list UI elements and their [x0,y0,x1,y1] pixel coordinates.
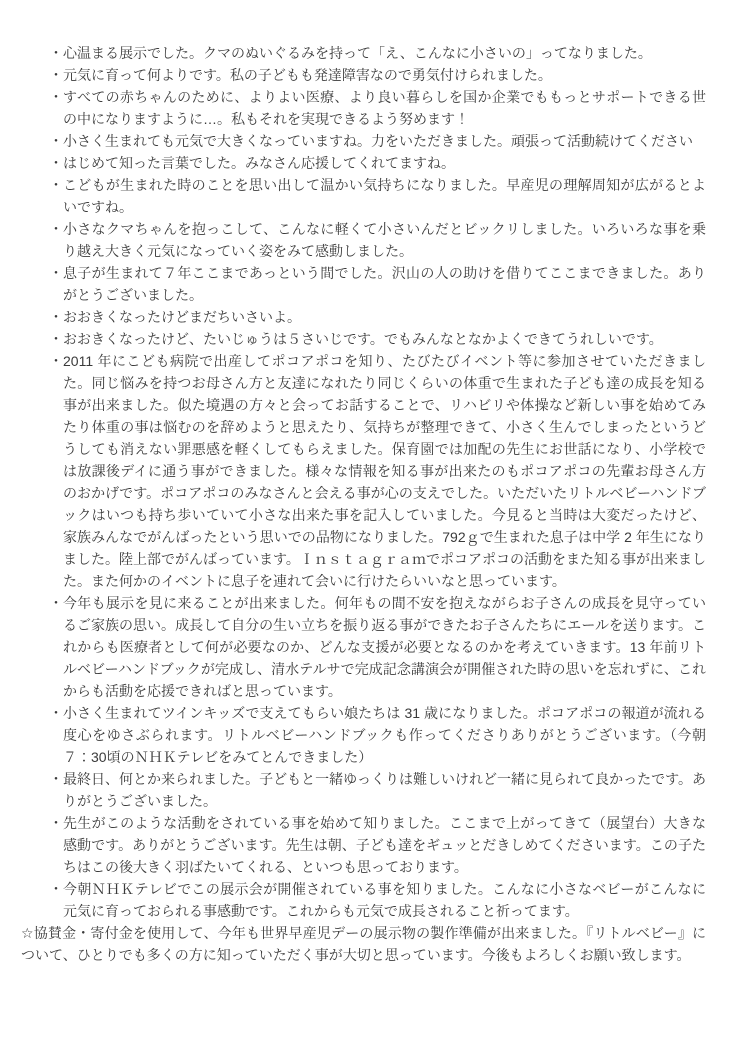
comment-item [21,350,706,592]
bullet-marker: ・ [49,815,63,831]
comment-item [21,702,706,768]
comment-text: はじめて知った言葉でした。みなさん応援してくれてますね。 [63,155,455,171]
comment-text: おおきくなったけどまだちいさいよ。 [63,309,301,325]
bullet-marker: ・ [49,133,63,149]
comment-text: 最終日、何とか来られました。子どもと一緒ゆっくりは難しいけれど一緒に見られて良かったです。ありがとうございました。 [63,771,706,809]
bullet-marker: ・ [49,771,63,787]
bullet-marker: ・ [49,155,63,171]
comment-text: 息子が生まれて７年ここまであっという間でした。沢山の人の助けを借りてここまできました。ありがとうございました。 [63,265,706,303]
comment-text: 元気に育って何よりです。私の子どもも発達障害なので勇気付けられました。 [63,67,552,83]
comment-text: おおきくなったけど、たいじゅうは５さいじです。でもみんなとなかよくできてうれしいです。 [63,331,663,347]
comment-item [21,262,706,306]
comment-item [21,174,706,218]
bullet-marker: ・ [49,221,63,237]
bullet-marker: ・ [49,595,63,611]
bullet-marker: ・ [49,881,63,897]
bullet-marker: ・ [49,705,63,721]
comment-item [21,328,706,350]
comment-item [21,86,706,130]
comment-item [21,64,706,86]
comment-text: すべての赤ちゃんのために、よりよい医療、より良い暮らしを国か企業でももっとサポートできる世の中になりますように…。私もそれを実現できるよう努めます！ [63,89,706,127]
comment-item [21,812,706,878]
comment-text: 小さく生まれてツインキッズで支えてもらい娘たちは 31 歳になりました。ポコアポコの報道が流れる度心をゆさぶられます。リトルベビーハンドブックも作ってくださりありがとうございます。（今朝７：30頃のＮＨＫテレビをみてとんできました） [63,705,706,765]
comment-item [21,130,706,152]
comment-item [21,218,706,262]
comment-text: 小さなクマちゃんを抱っこして、こんなに軽くて小さいんだとビックリしました。いろいろな事を乗り越え大きく元気になっていく姿をみて感動しました。 [63,221,706,259]
comment-text: 今朝ＮＨＫテレビでこの展示会が開催されている事を知りました。こんなに小さなベビーがこんなに元気に育っておられる事感動です。これからも元気で成長されること祈ってます。 [63,881,706,919]
comment-text: 2011 年にこども病院で出産してポコアポコを知り、たびたびイベント等に参加させていただきました。同じ悩みを持つお母さん方と友達になれたり同じくらいの体重で生まれた子ども達の成長を知る事が出来ました。似た境遇の方々と会ってお話することで、リハビリや体操など新しい事を始めてみたり体重の事は悩むのを辞めようと思えたり、気持ちが整理できて、小さく生んでしまったというどうしても消えない罪悪感を軽くしてもらえました。保育園では加配の先生にお世話になり、小学校では放課後デイに通う事ができました。様々な情報を知る事が出来たのもポコアポコの先輩お母さん方のおかげです。ポコアポコのみなさんと会える事が心の支えでした。いただいたリトルベビーハンドブックはいつも持ち歩いていて小さな出来た事を記入していました。今見ると当時は大変だったけど、家族みんなでがんばったという思いでの品物になりました。792ｇで生まれた息子は中学 2 年生になりました。陸上部でがんばっています。Ｉｎｓｔａｇｒａｍでポコアポコの活動をまた知る事が出来ました。また何かのイベントに息子を連れて会いに行けたらいいなと思っています。 [63,353,706,589]
comment-item [21,152,706,174]
bullet-marker: ・ [49,331,63,347]
comment-item [21,42,706,64]
bullet-marker: ・ [49,67,63,83]
comment-text: 先生がこのような活動をされている事を始めて知りました。ここまで上がってきて（展望台）大きな感動です。ありがとうございます。先生は朝、子ども達をギュッとだきしめてくださいます。この子たちはこの後大きく羽ばたいてくれる、といつも思っております。 [63,815,706,875]
bullet-marker: ・ [49,353,63,369]
comment-text: こどもが生まれた時のことを思い出して温かい気持ちになりました。早産児の理解周知が広がるとよいですね。 [63,177,706,215]
comment-text: 心温まる展示でした。クマのぬいぐるみを持って「え、こんなに小さいの」ってなりました。 [63,45,652,61]
comment-item [21,306,706,328]
comment-text: 小さく生まれても元気で大きくなっていますね。力をいただきました。頑張って活動続けてください [63,133,693,149]
comment-item [21,878,706,922]
comment-item [21,768,706,812]
comment-item [21,592,706,702]
bullet-marker: ・ [49,45,63,61]
bullet-marker: ・ [49,309,63,325]
comment-text: 今年も展示を見に来ることが出来ました。何年もの間不安を抱えながらお子さんの成長を見守っているご家族の思い。成長して自分の生い立ちを振り返る事ができたお子さんたちにエールを送ります。これからも医療者として何が必要なのか、どんな支援が必要となるのかを考えていきます。13 年前リトルベビーハンドブックが完成し、清水テルサで完成記念講演会が開催された時の思いを忘れずに、これからも活動を応援できればと思っています。 [63,595,706,699]
bullet-marker: ・ [49,89,63,105]
bullet-marker: ・ [49,265,63,281]
bullet-marker: ・ [49,177,63,193]
footer-note: ☆協賛金・寄付金を使用して、今年も世界早産児デーの展示物の製作準備が出来ました。『リトルベビー』について、ひとりでも多くの方に知っていただく事が大切と思っています。今後もよろしくお願い致します。 [21,925,706,963]
